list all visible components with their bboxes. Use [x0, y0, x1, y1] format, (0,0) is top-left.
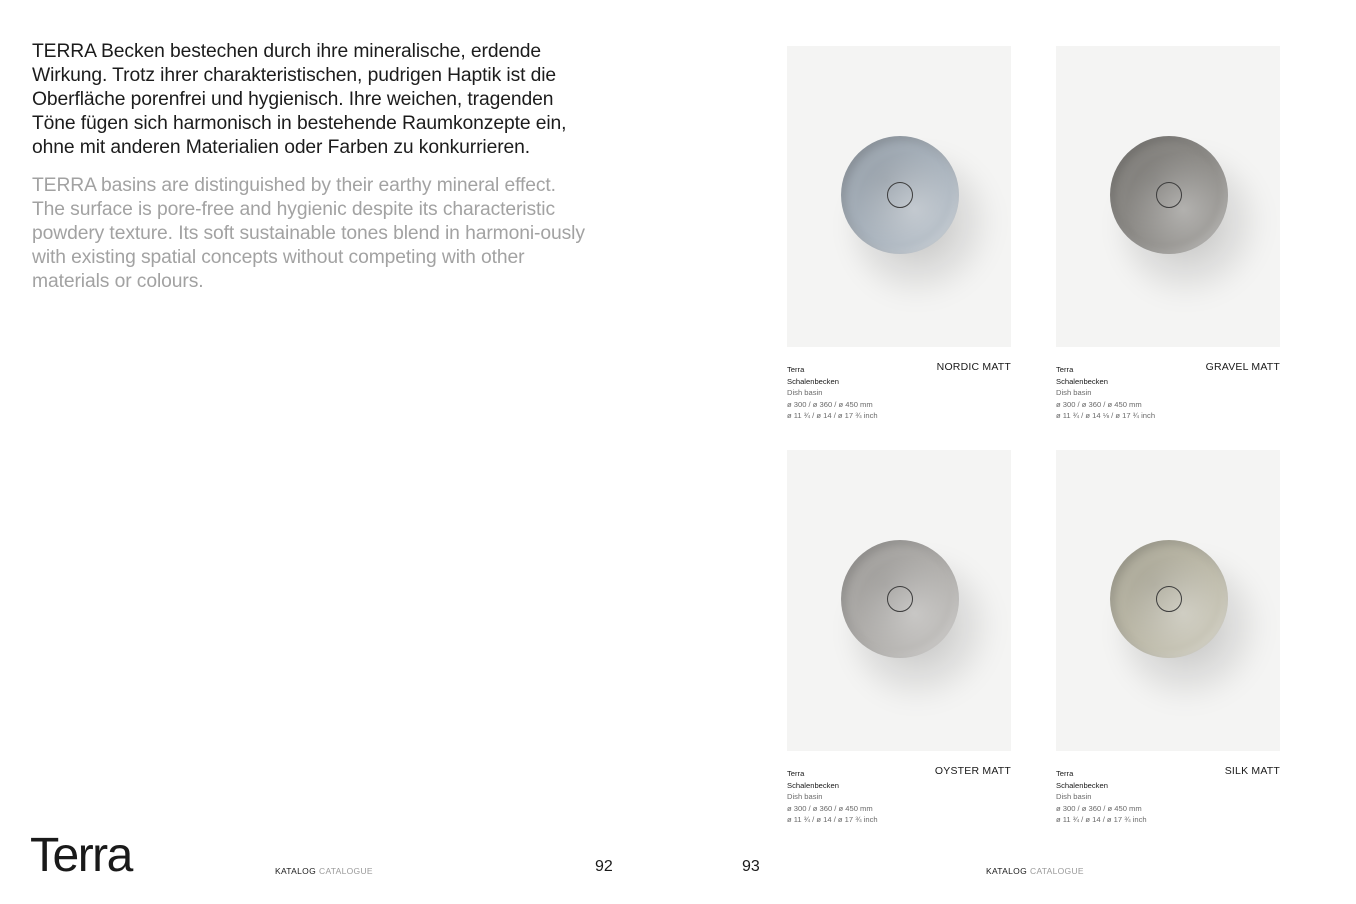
product-caption: [787, 765, 1011, 828]
product-finish: OYSTER MATT: [934, 765, 1011, 777]
footer-katalog: KATALOG: [986, 866, 1027, 876]
product-caption: [787, 361, 1011, 424]
product-sizes-mm: ø 300 / ø 360 / ø 450 mm: [1056, 803, 1142, 813]
product-finish: SILK MATT: [1224, 765, 1280, 777]
product-caption: [1056, 765, 1280, 828]
product-card-oyster-matt: [787, 450, 1011, 828]
product-sizes-inch: ø 11 ¾ / ø 14 ⅛ / ø 17 ¾ inch: [1056, 411, 1156, 420]
intro-text: [32, 40, 592, 294]
product-type-de: Schalenbecken: [787, 376, 839, 386]
footer-catalogue: CATALOGUE: [1030, 866, 1084, 876]
product-name: Terra: [1056, 365, 1074, 374]
product-sizes-inch: ø 11 ¾ / ø 14 / ø 17 ¾ inch: [1056, 815, 1147, 824]
product-finish: NORDIC MATT: [936, 361, 1011, 373]
product-finish: GRAVEL MATT: [1205, 361, 1280, 373]
page-number-right: 93: [742, 858, 760, 875]
footer-catalogue: CATALOGUE: [319, 866, 373, 876]
product-name: Terra: [787, 365, 805, 374]
product-type-en: Dish basin: [787, 388, 823, 397]
product-card-silk-matt: [1056, 450, 1280, 828]
footer-katalog: KATALOG: [275, 866, 316, 876]
page-title: Terra: [30, 829, 132, 882]
product-type-de: Schalenbecken: [1056, 376, 1108, 386]
product-type-de: Schalenbecken: [787, 780, 839, 790]
product-type-de: Schalenbecken: [1056, 780, 1108, 790]
drain-icon: [1156, 182, 1182, 208]
intro-german: TERRA Becken bestechen durch ihre mineralische, erdende Wirkung. Trotz ihrer charakteristischen, pudrigen Haptik ist die Oberfläche porenfrei und hygienisch. Ihre weichen, tragenden Töne fügen sich harmonisch in bestehende Raumkonzepte ein, ohne mit anderen Materialien oder Farben zu konkurrieren.: [32, 41, 567, 158]
footer-label-left: [275, 866, 373, 876]
product-name: Terra: [1056, 769, 1074, 778]
product-sizes-mm: ø 300 / ø 360 / ø 450 mm: [787, 803, 873, 813]
product-photo: [1056, 450, 1280, 751]
page-number-left: 92: [595, 858, 613, 875]
product-photo: [787, 46, 1011, 347]
product-sizes-mm: ø 300 / ø 360 / ø 450 mm: [1056, 399, 1142, 409]
drain-icon: [1156, 586, 1182, 612]
product-type-en: Dish basin: [1056, 792, 1092, 801]
product-sizes-mm: ø 300 / ø 360 / ø 450 mm: [787, 399, 873, 409]
product-photo: [1056, 46, 1280, 347]
product-type-en: Dish basin: [787, 792, 823, 801]
product-card-nordic-matt: [787, 46, 1011, 424]
product-caption: [1056, 361, 1280, 424]
drain-icon: [887, 182, 913, 208]
intro-english: TERRA basins are distinguished by their earthy mineral effect. The surface is pore-free and hygienic despite its characteristic powdery texture. Its soft sustainable tones blend in harmoni-ously with existing spatial concepts without competing with other materials or colours.: [32, 175, 585, 292]
product-name: Terra: [787, 769, 805, 778]
product-sizes-inch: ø 11 ¾ / ø 14 / ø 17 ¾ inch: [787, 411, 878, 420]
product-photo: [787, 450, 1011, 751]
product-card-gravel-matt: [1056, 46, 1280, 424]
product-type-en: Dish basin: [1056, 388, 1092, 397]
drain-icon: [887, 586, 913, 612]
product-sizes-inch: ø 11 ¾ / ø 14 / ø 17 ¾ inch: [787, 815, 878, 824]
footer-label-right: [986, 866, 1084, 876]
